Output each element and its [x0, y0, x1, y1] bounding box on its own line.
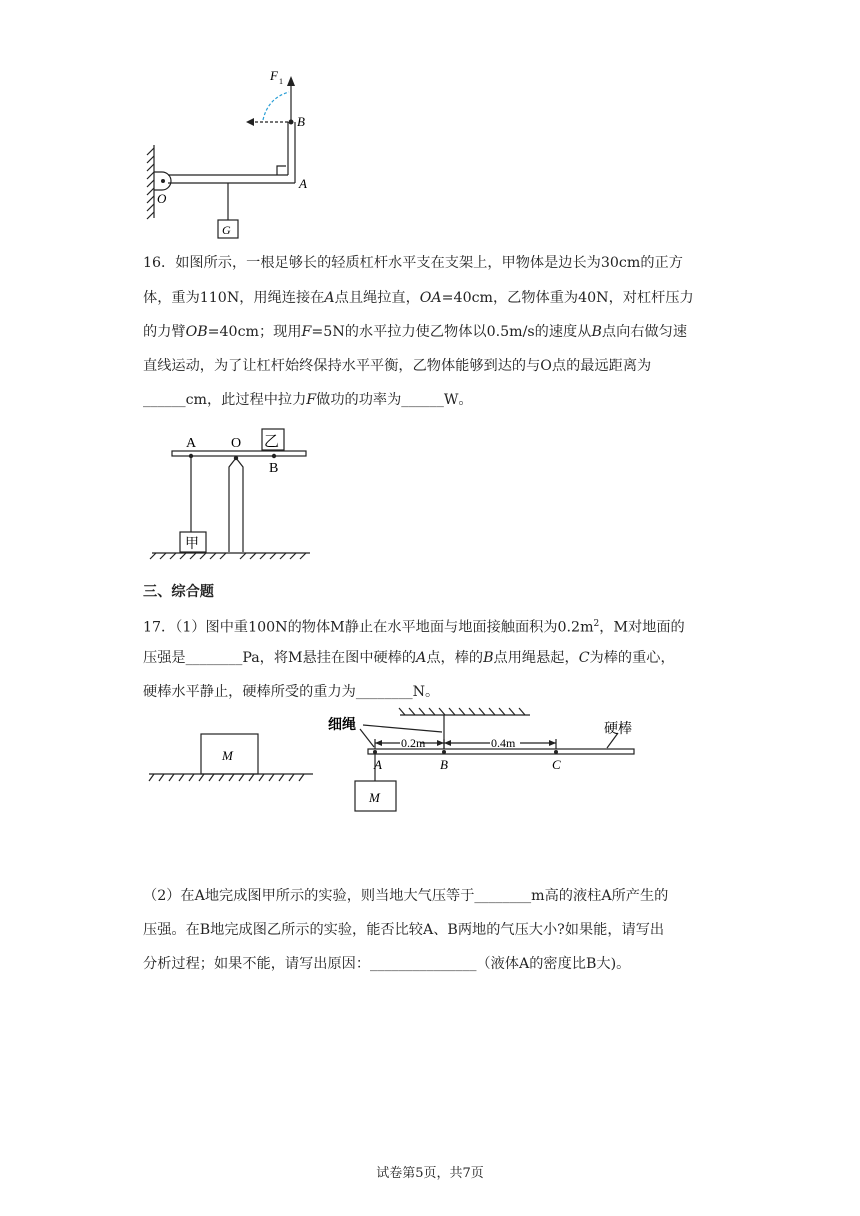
- label-g: G: [222, 223, 231, 237]
- label-dist-bc: 0.4m: [491, 736, 516, 750]
- label-m-ground: M: [222, 748, 233, 763]
- label-rope: 细绳: [328, 717, 356, 733]
- label-a: A: [299, 176, 307, 191]
- q17b-line3: 分析过程；如果不能，请写出原因：_______________（液体A的密度比B大)。: [143, 956, 631, 972]
- q16-line3: 的力臂OB=40cm；现用F=5N的水平拉力使乙物体以0.5m/s的速度从B点向右做匀速: [143, 324, 688, 340]
- figure-lever-jia-yi: [148, 422, 318, 562]
- page-footer: 试卷第5页，共7页: [376, 1166, 484, 1181]
- figure-rod-m: [145, 705, 645, 815]
- label-b: B: [297, 114, 305, 129]
- label-m-hanging: M: [369, 790, 380, 805]
- q17-line2: 压强是________Pa，将M悬挂在图中硬棒的A点，棒的B点用绳悬起，C为棒的重心，: [143, 650, 675, 666]
- label-b: B: [440, 757, 448, 772]
- label-o: O: [157, 191, 167, 206]
- label-yi: 乙: [264, 432, 280, 450]
- label-b: B: [269, 461, 279, 476]
- q16-line2: 体，重为110N，用绳连接在A点且绳拉直，OA=40cm，乙物体重为40N，对杠杆压力: [143, 290, 694, 306]
- label-o: O: [231, 436, 242, 451]
- q17b-line2: 压强。在B地完成图乙所示的实验，能否比较A、B两地的气压大小?如果能，请写出: [143, 922, 665, 938]
- q16-line4: 直线运动，为了让杠杆始终保持水平平衡，乙物体能够到达的与O点的最远距离为: [143, 358, 652, 374]
- label-a: A: [374, 757, 382, 772]
- label-a: A: [186, 436, 197, 451]
- label-f1: F: [270, 68, 278, 83]
- q17b-line1: （2）在A地完成图甲所示的实验，则当地大气压等于________m高的液柱A所产生的: [143, 888, 669, 904]
- label-f1-sub: 1: [279, 77, 283, 86]
- label-dist-ab: 0.2m: [401, 736, 426, 750]
- q17-line1: 17．（1）图中重100N的物体M静止在水平地面与地面接触面积为$0.2m^2$，M对地面的: [143, 619, 685, 636]
- figure-lever-f1: [140, 60, 340, 245]
- section-title: 三、综合题: [143, 584, 214, 600]
- label-rod: 硬棒: [604, 721, 632, 737]
- q16-line5: ______cm，此过程中拉力F做功的功率为______W。: [143, 392, 473, 408]
- q16-line1: 16．如图所示，一根足够长的轻质杠杆水平支在支架上，甲物体是边长为30cm的正方: [143, 255, 683, 271]
- label-jia: 甲: [185, 536, 199, 552]
- q17-line3: 硬棒水平静止，硬棒所受的重力为________N。: [143, 684, 440, 700]
- label-c: C: [552, 757, 561, 772]
